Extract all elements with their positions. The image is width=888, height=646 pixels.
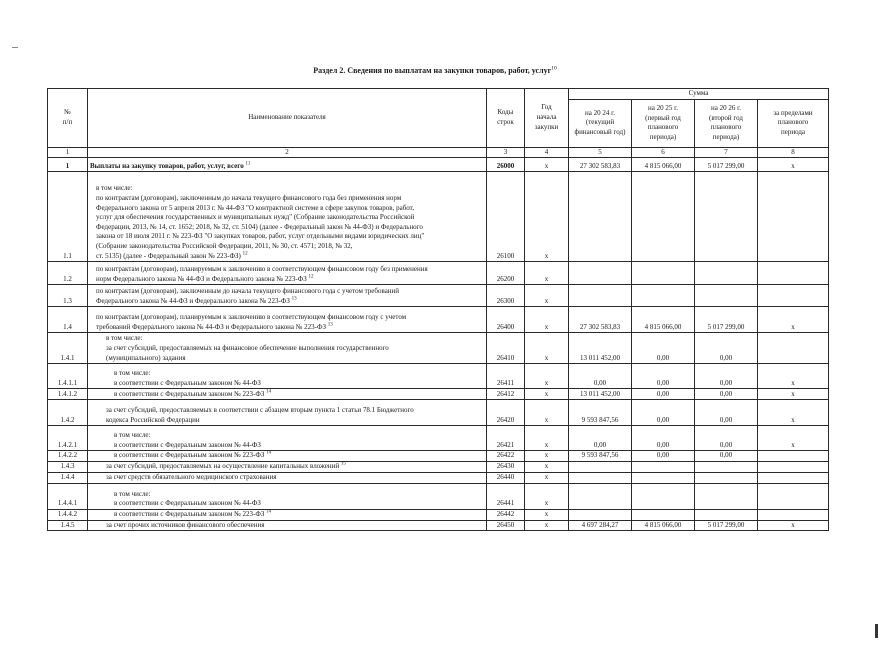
table-row xyxy=(48,426,829,451)
indicator-name-text: в том числе: xyxy=(114,431,151,439)
header-row-code xyxy=(487,89,525,148)
amount-cell: 0,00 xyxy=(695,451,758,462)
amount-cell xyxy=(632,461,695,472)
amount-cell: 0,00 xyxy=(632,400,695,426)
amount-cell xyxy=(569,472,632,483)
indicator-name-text: в том числе: xyxy=(106,334,143,343)
amount-cell xyxy=(758,451,829,462)
amount-cell: x xyxy=(758,389,829,400)
amount-cell: 0,00 xyxy=(569,364,632,389)
indicator-name-line xyxy=(96,204,486,214)
indicator-name-text: кодекса Российской Федерации xyxy=(106,415,200,424)
indicator-name-line xyxy=(114,441,486,451)
row-number-cell: 1.4.2 xyxy=(48,400,88,426)
header-line: п/п xyxy=(62,117,73,126)
indicator-name-text: Выплаты на закупку товаров, работ, услуг, всего xyxy=(90,161,244,170)
amount-cell: 13 011 452,00 xyxy=(569,389,632,400)
indicator-name-line xyxy=(96,223,486,233)
indicator-name-line xyxy=(96,297,486,307)
table-row xyxy=(48,172,829,262)
indicator-name-text: (муниципального) задания xyxy=(106,353,186,362)
row-number-cell: 1.4.1.2 xyxy=(48,389,88,400)
column-number: 1 xyxy=(48,147,88,158)
purchase-start-year-cell: x xyxy=(525,158,569,172)
table-row xyxy=(48,285,829,307)
header-line: финансовый год) xyxy=(574,127,626,136)
purchase-start-year-cell: x xyxy=(525,483,569,509)
indicator-name-text: по контрактам (договорам), заключенным до начала текущего финансового года с учетом требований xyxy=(96,287,400,295)
amount-cell xyxy=(758,483,829,509)
indicator-name-text: норм Федерального закона № 44-ФЗ и Федерального закона № 223-ФЗ xyxy=(96,274,307,283)
indicator-name-cell xyxy=(88,262,487,285)
header-line: планового xyxy=(777,118,809,127)
amount-cell xyxy=(695,285,758,307)
indicator-name-line xyxy=(106,334,486,344)
indicator-name-cell xyxy=(88,426,487,451)
indicator-name-line xyxy=(96,194,486,204)
indicator-name-text: закона от 18 июля 2011 г. № 223-ФЗ "О закупках товаров, работ, услуг отдельными видами юридических лиц" xyxy=(96,232,425,241)
purchase-start-year-cell: x xyxy=(525,262,569,285)
header-row-top xyxy=(48,89,829,100)
amount-cell: 4 815 066,00 xyxy=(632,307,695,333)
amount-cell: 5 017 299,00 xyxy=(695,158,758,172)
indicator-name-line xyxy=(96,265,486,275)
indicator-name-text: за счет прочих источников финансового обеспечения xyxy=(106,520,265,529)
row-code-cell: 26420 xyxy=(487,400,525,426)
header-line: на 20 24 г. xyxy=(585,108,615,117)
indicator-name-line xyxy=(114,390,486,400)
indicator-name-cell xyxy=(88,333,487,364)
header-line: строк xyxy=(497,117,514,126)
amount-cell xyxy=(695,483,758,509)
footnote-ref: 15 xyxy=(340,461,346,467)
row-code-cell: 26000 xyxy=(487,158,525,172)
header-line: закупки xyxy=(534,122,559,131)
amount-cell: 0,00 xyxy=(695,389,758,400)
purchase-start-year-cell: x xyxy=(525,426,569,451)
section-title-footnote: 10 xyxy=(551,65,557,72)
amount-cell: 27 302 583,83 xyxy=(569,307,632,333)
indicator-name-cell xyxy=(88,307,487,333)
purchase-start-year-cell: x xyxy=(525,285,569,307)
indicator-name-line xyxy=(96,287,486,297)
amount-cell xyxy=(632,285,695,307)
amount-cell: x xyxy=(758,158,829,172)
indicator-name-line xyxy=(90,162,486,172)
purchase-start-year-cell: x xyxy=(525,461,569,472)
row-number-cell: 1.4.4 xyxy=(48,472,88,483)
indicator-name-line xyxy=(96,213,486,223)
amount-cell xyxy=(758,461,829,472)
indicator-name-text: в соответствии с Федеральным законом № 44-ФЗ xyxy=(114,499,261,508)
row-number-cell: 1.4.4.1 xyxy=(48,483,88,509)
footnote-ref: 11 xyxy=(245,161,251,167)
indicator-name-cell xyxy=(88,389,487,400)
row-number-cell: 1.4.5 xyxy=(48,520,88,531)
header-indicator-name xyxy=(88,89,487,148)
row-number-cell: 1.4.3 xyxy=(48,461,88,472)
amount-cell xyxy=(632,483,695,509)
row-code-cell: 26440 xyxy=(487,472,525,483)
indicator-name-line xyxy=(106,416,486,426)
indicator-name-line xyxy=(114,369,486,379)
purchase-start-year-cell: x xyxy=(525,400,569,426)
indicator-name-text: в том числе: xyxy=(114,369,151,377)
amount-cell: x xyxy=(758,400,829,426)
indicator-name-cell xyxy=(88,483,487,509)
header-line: (текущий xyxy=(585,118,615,127)
indicator-name-line xyxy=(106,354,486,364)
amount-cell xyxy=(632,172,695,262)
column-number: 6 xyxy=(632,147,695,158)
amount-cell xyxy=(695,172,758,262)
purchase-start-year-cell: x xyxy=(525,451,569,462)
footnote-ref: 14 xyxy=(266,450,272,456)
indicator-name-line xyxy=(106,406,486,416)
indicator-name-line xyxy=(106,462,486,472)
column-number-row xyxy=(48,147,829,158)
amount-cell: 4 697 284,27 xyxy=(569,520,632,531)
amount-cell: 0,00 xyxy=(695,364,758,389)
indicator-name-cell xyxy=(88,472,487,483)
footnote-ref: 13 xyxy=(291,296,297,302)
amount-cell: 0,00 xyxy=(632,389,695,400)
row-number-cell: 1.4.2.1 xyxy=(48,426,88,451)
amount-cell: 9 593 847,56 xyxy=(569,451,632,462)
indicator-name-line xyxy=(96,275,486,285)
header-line: (второй год xyxy=(709,113,743,122)
amount-cell: 27 302 583,83 xyxy=(569,158,632,172)
purchase-start-year-cell: x xyxy=(525,472,569,483)
header-line: Наименование показателя xyxy=(248,113,326,121)
row-code-cell: 26442 xyxy=(487,509,525,520)
table-row xyxy=(48,461,829,472)
indicator-name-text: в соответствии с Федеральным законом № 44-ФЗ xyxy=(114,440,261,449)
indicator-name-text: требований Федерального закона № 44-ФЗ и Федерального закона № 223-ФЗ xyxy=(96,322,327,331)
table-row xyxy=(48,307,829,333)
purchase-start-year-cell: x xyxy=(525,509,569,520)
amount-cell xyxy=(695,461,758,472)
purchase-start-year-cell: x xyxy=(525,389,569,400)
table-row xyxy=(48,400,829,426)
scan-artifact-bar xyxy=(875,624,878,638)
footnote-ref: 14 xyxy=(266,389,272,395)
indicator-name-text: за счет субсидий, предоставляемых на осуществление капитальных вложений xyxy=(106,462,340,471)
indicator-name-line xyxy=(106,521,486,531)
amount-cell: x xyxy=(758,520,829,531)
indicator-name-text: по контрактам (договорам), заключенным до начала текущего финансового года без применения норм xyxy=(96,194,402,203)
header-line: периода) xyxy=(649,132,677,141)
indicator-name-cell xyxy=(88,172,487,262)
footnote-ref: 14 xyxy=(266,509,272,515)
column-number: 8 xyxy=(758,147,829,158)
column-number: 3 xyxy=(487,147,525,158)
header-purchase-start-year xyxy=(525,89,569,148)
table-row xyxy=(48,262,829,285)
header-line: за пределами xyxy=(773,108,813,117)
amount-cell: 5 017 299,00 xyxy=(695,520,758,531)
column-number: 7 xyxy=(695,147,758,158)
footnote-ref: 12 xyxy=(308,274,314,280)
indicator-name-line xyxy=(106,344,486,354)
indicator-name-line xyxy=(96,252,486,262)
row-number-cell: 1 xyxy=(48,158,88,172)
footnote-ref: 12 xyxy=(242,251,248,257)
table-row xyxy=(48,509,829,520)
amount-cell: x xyxy=(758,426,829,451)
row-code-cell: 26422 xyxy=(487,451,525,462)
column-number: 5 xyxy=(569,147,632,158)
table-row xyxy=(48,520,829,531)
amount-cell xyxy=(758,472,829,483)
amount-cell xyxy=(569,172,632,262)
row-code-cell: 26430 xyxy=(487,461,525,472)
header-line: периода xyxy=(780,127,806,136)
column-number: 2 xyxy=(88,147,487,158)
indicator-name-cell xyxy=(88,400,487,426)
indicator-name-text: в том числе: xyxy=(96,184,133,193)
indicator-name-text: в соответствии с Федеральным законом № 223-ФЗ xyxy=(114,451,265,460)
amount-cell xyxy=(758,262,829,285)
header-line: на 20 25 г. xyxy=(648,103,678,112)
header-line: № xyxy=(64,108,71,117)
amount-cell: 0,00 xyxy=(632,364,695,389)
indicator-name-line xyxy=(96,232,486,242)
payments-table xyxy=(47,88,829,531)
amount-cell xyxy=(758,172,829,262)
indicator-name-text: ст. 5135) (далее - Федеральный закон № 223-ФЗ) xyxy=(96,251,241,260)
row-number-cell: 1.4.1 xyxy=(48,333,88,364)
header-sum-group: Сумма xyxy=(569,89,829,100)
amount-cell xyxy=(695,509,758,520)
indicator-name-text: в том числе: xyxy=(114,489,151,498)
indicator-name-text: в соответствии с Федеральным законом № 223-ФЗ xyxy=(114,510,265,519)
purchase-start-year-cell: x xyxy=(525,172,569,262)
indicator-name-line xyxy=(106,473,486,483)
indicator-name-line xyxy=(114,451,486,461)
indicator-name-text: за счет субсидий, предоставляемых на финансовое обеспечение выполнения государственного xyxy=(106,344,389,352)
row-code-cell: 26450 xyxy=(487,520,525,531)
indicator-name-line xyxy=(96,184,486,194)
indicator-name-line xyxy=(96,323,486,333)
scan-artifact-dash xyxy=(12,47,18,48)
indicator-name-line xyxy=(114,510,486,520)
amount-cell: 0,00 xyxy=(569,426,632,451)
row-number-cell: 1.1 xyxy=(48,172,88,262)
header-line: периода) xyxy=(712,132,740,141)
indicator-name-text: услуг для обеспечения государственных и муниципальных нужд" (Собрание законодательства Российской xyxy=(96,213,415,222)
row-number-cell: 1.4 xyxy=(48,307,88,333)
row-number-cell: 1.4.2.2 xyxy=(48,451,88,462)
indicator-name-cell xyxy=(88,364,487,389)
amount-cell: 0,00 xyxy=(632,451,695,462)
indicator-name-line xyxy=(114,499,486,509)
indicator-name-text: в соответствии с Федеральным законом № 44-ФЗ xyxy=(114,378,261,387)
section-title-text: Раздел 2. Сведения по выплатам на закупки товаров, работ, услуг xyxy=(313,66,552,75)
column-number: 4 xyxy=(525,147,569,158)
amount-cell xyxy=(569,262,632,285)
indicator-name-text: Федерации, 2013, № 14, ст. 1652; 2018, № 32, ст. 5104) (далее - Федеральный закон № 44-ФЗ) и Федерального xyxy=(96,222,423,231)
amount-cell: x xyxy=(758,307,829,333)
amount-cell xyxy=(632,472,695,483)
row-code-cell: 26100 xyxy=(487,172,525,262)
amount-cell: 0,00 xyxy=(632,333,695,364)
indicator-name-line xyxy=(114,379,486,389)
header-sum-beyond-plan xyxy=(758,99,829,147)
amount-cell: 9 593 847,56 xyxy=(569,400,632,426)
table-body xyxy=(48,158,829,531)
row-code-cell: 26411 xyxy=(487,364,525,389)
amount-cell xyxy=(695,262,758,285)
indicator-name-cell xyxy=(88,451,487,462)
header-line: планового xyxy=(647,123,679,132)
header-sum-second-plan-year xyxy=(695,99,758,147)
amount-cell xyxy=(758,333,829,364)
purchase-start-year-cell: x xyxy=(525,364,569,389)
purchase-start-year-cell: x xyxy=(525,307,569,333)
header-line: (первый год xyxy=(645,113,681,122)
header-num xyxy=(48,89,88,148)
indicator-name-text: по контрактам (договорам), планируемым к заключению в соответствующем финансовом году с учетом xyxy=(96,313,407,321)
table-row xyxy=(48,364,829,389)
header-line: Коды xyxy=(497,108,514,117)
amount-cell: x xyxy=(758,364,829,389)
table-row xyxy=(48,333,829,364)
amount-cell xyxy=(569,461,632,472)
header-line: Год xyxy=(541,103,552,112)
table-row xyxy=(48,472,829,483)
amount-cell xyxy=(569,509,632,520)
amount-cell: 0,00 xyxy=(695,333,758,364)
indicator-name-line xyxy=(96,242,486,252)
indicator-name-text: в соответствии с Федеральным законом № 223-ФЗ xyxy=(114,389,265,398)
indicator-name-text: по контрактам (договорам), планируемым к заключению в соответствующем финансовом году без применения xyxy=(96,265,428,273)
indicator-name-text: (Собрание законодательства Российской Федерации, 2011, № 30, ст. 4571; 2018, № 32, xyxy=(96,242,353,250)
table-row xyxy=(48,451,829,462)
row-code-cell: 26410 xyxy=(487,333,525,364)
table-row xyxy=(48,483,829,509)
indicator-name-line xyxy=(114,490,486,500)
indicator-name-cell xyxy=(88,158,487,172)
amount-cell: 0,00 xyxy=(695,400,758,426)
amount-cell xyxy=(632,262,695,285)
amount-cell: 4 815 066,00 xyxy=(632,158,695,172)
header-sum-current-year xyxy=(569,99,632,147)
amount-cell xyxy=(758,509,829,520)
header-line: планового xyxy=(710,123,742,132)
row-code-cell: 26200 xyxy=(487,262,525,285)
amount-cell: 5 017 299,00 xyxy=(695,307,758,333)
table-row xyxy=(48,158,829,172)
row-code-cell: 26441 xyxy=(487,483,525,509)
indicator-name-text: Федерального закона от 5 апреля 2013 г. № 44-ФЗ "О контрактной системе в сфере закупок товаров, работ, xyxy=(96,203,414,212)
indicator-name-text: за счет средств обязательного медицинского страхования xyxy=(106,473,277,482)
row-number-cell: 1.4.1.1 xyxy=(48,364,88,389)
footnote-ref: 13 xyxy=(327,322,333,328)
row-number-cell: 1.4.4.2 xyxy=(48,509,88,520)
amount-cell: 0,00 xyxy=(695,426,758,451)
amount-cell xyxy=(569,483,632,509)
header-line: на 20 26 г. xyxy=(711,103,741,112)
indicator-name-text: Федерального закона № 44-ФЗ и Федерального закона № 223-ФЗ xyxy=(96,296,290,305)
row-number-cell: 1.3 xyxy=(48,285,88,307)
purchase-start-year-cell: x xyxy=(525,520,569,531)
indicator-name-cell xyxy=(88,509,487,520)
amount-cell xyxy=(695,472,758,483)
row-code-cell: 26300 xyxy=(487,285,525,307)
row-code-cell: 26421 xyxy=(487,426,525,451)
row-code-cell: 26400 xyxy=(487,307,525,333)
header-line: начала xyxy=(536,113,557,121)
amount-cell xyxy=(758,285,829,307)
table-row xyxy=(48,389,829,400)
indicator-name-line xyxy=(96,313,486,323)
indicator-name-line xyxy=(114,431,486,441)
section-title xyxy=(0,66,870,75)
indicator-name-cell xyxy=(88,520,487,531)
indicator-name-cell xyxy=(88,461,487,472)
amount-cell xyxy=(632,509,695,520)
amount-cell: 13 011 452,00 xyxy=(569,333,632,364)
indicator-name-text: за счет субсидий, предоставляемых в соответствии с абзацем вторым пункта 1 статьи 78.1 Бюджетного xyxy=(106,406,414,414)
amount-cell xyxy=(569,285,632,307)
row-number-cell: 1.2 xyxy=(48,262,88,285)
amount-cell: 0,00 xyxy=(632,426,695,451)
header-sum-first-plan-year xyxy=(632,99,695,147)
amount-cell: 4 815 066,00 xyxy=(632,520,695,531)
purchase-start-year-cell: x xyxy=(525,333,569,364)
row-code-cell: 26412 xyxy=(487,389,525,400)
indicator-name-cell xyxy=(88,285,487,307)
